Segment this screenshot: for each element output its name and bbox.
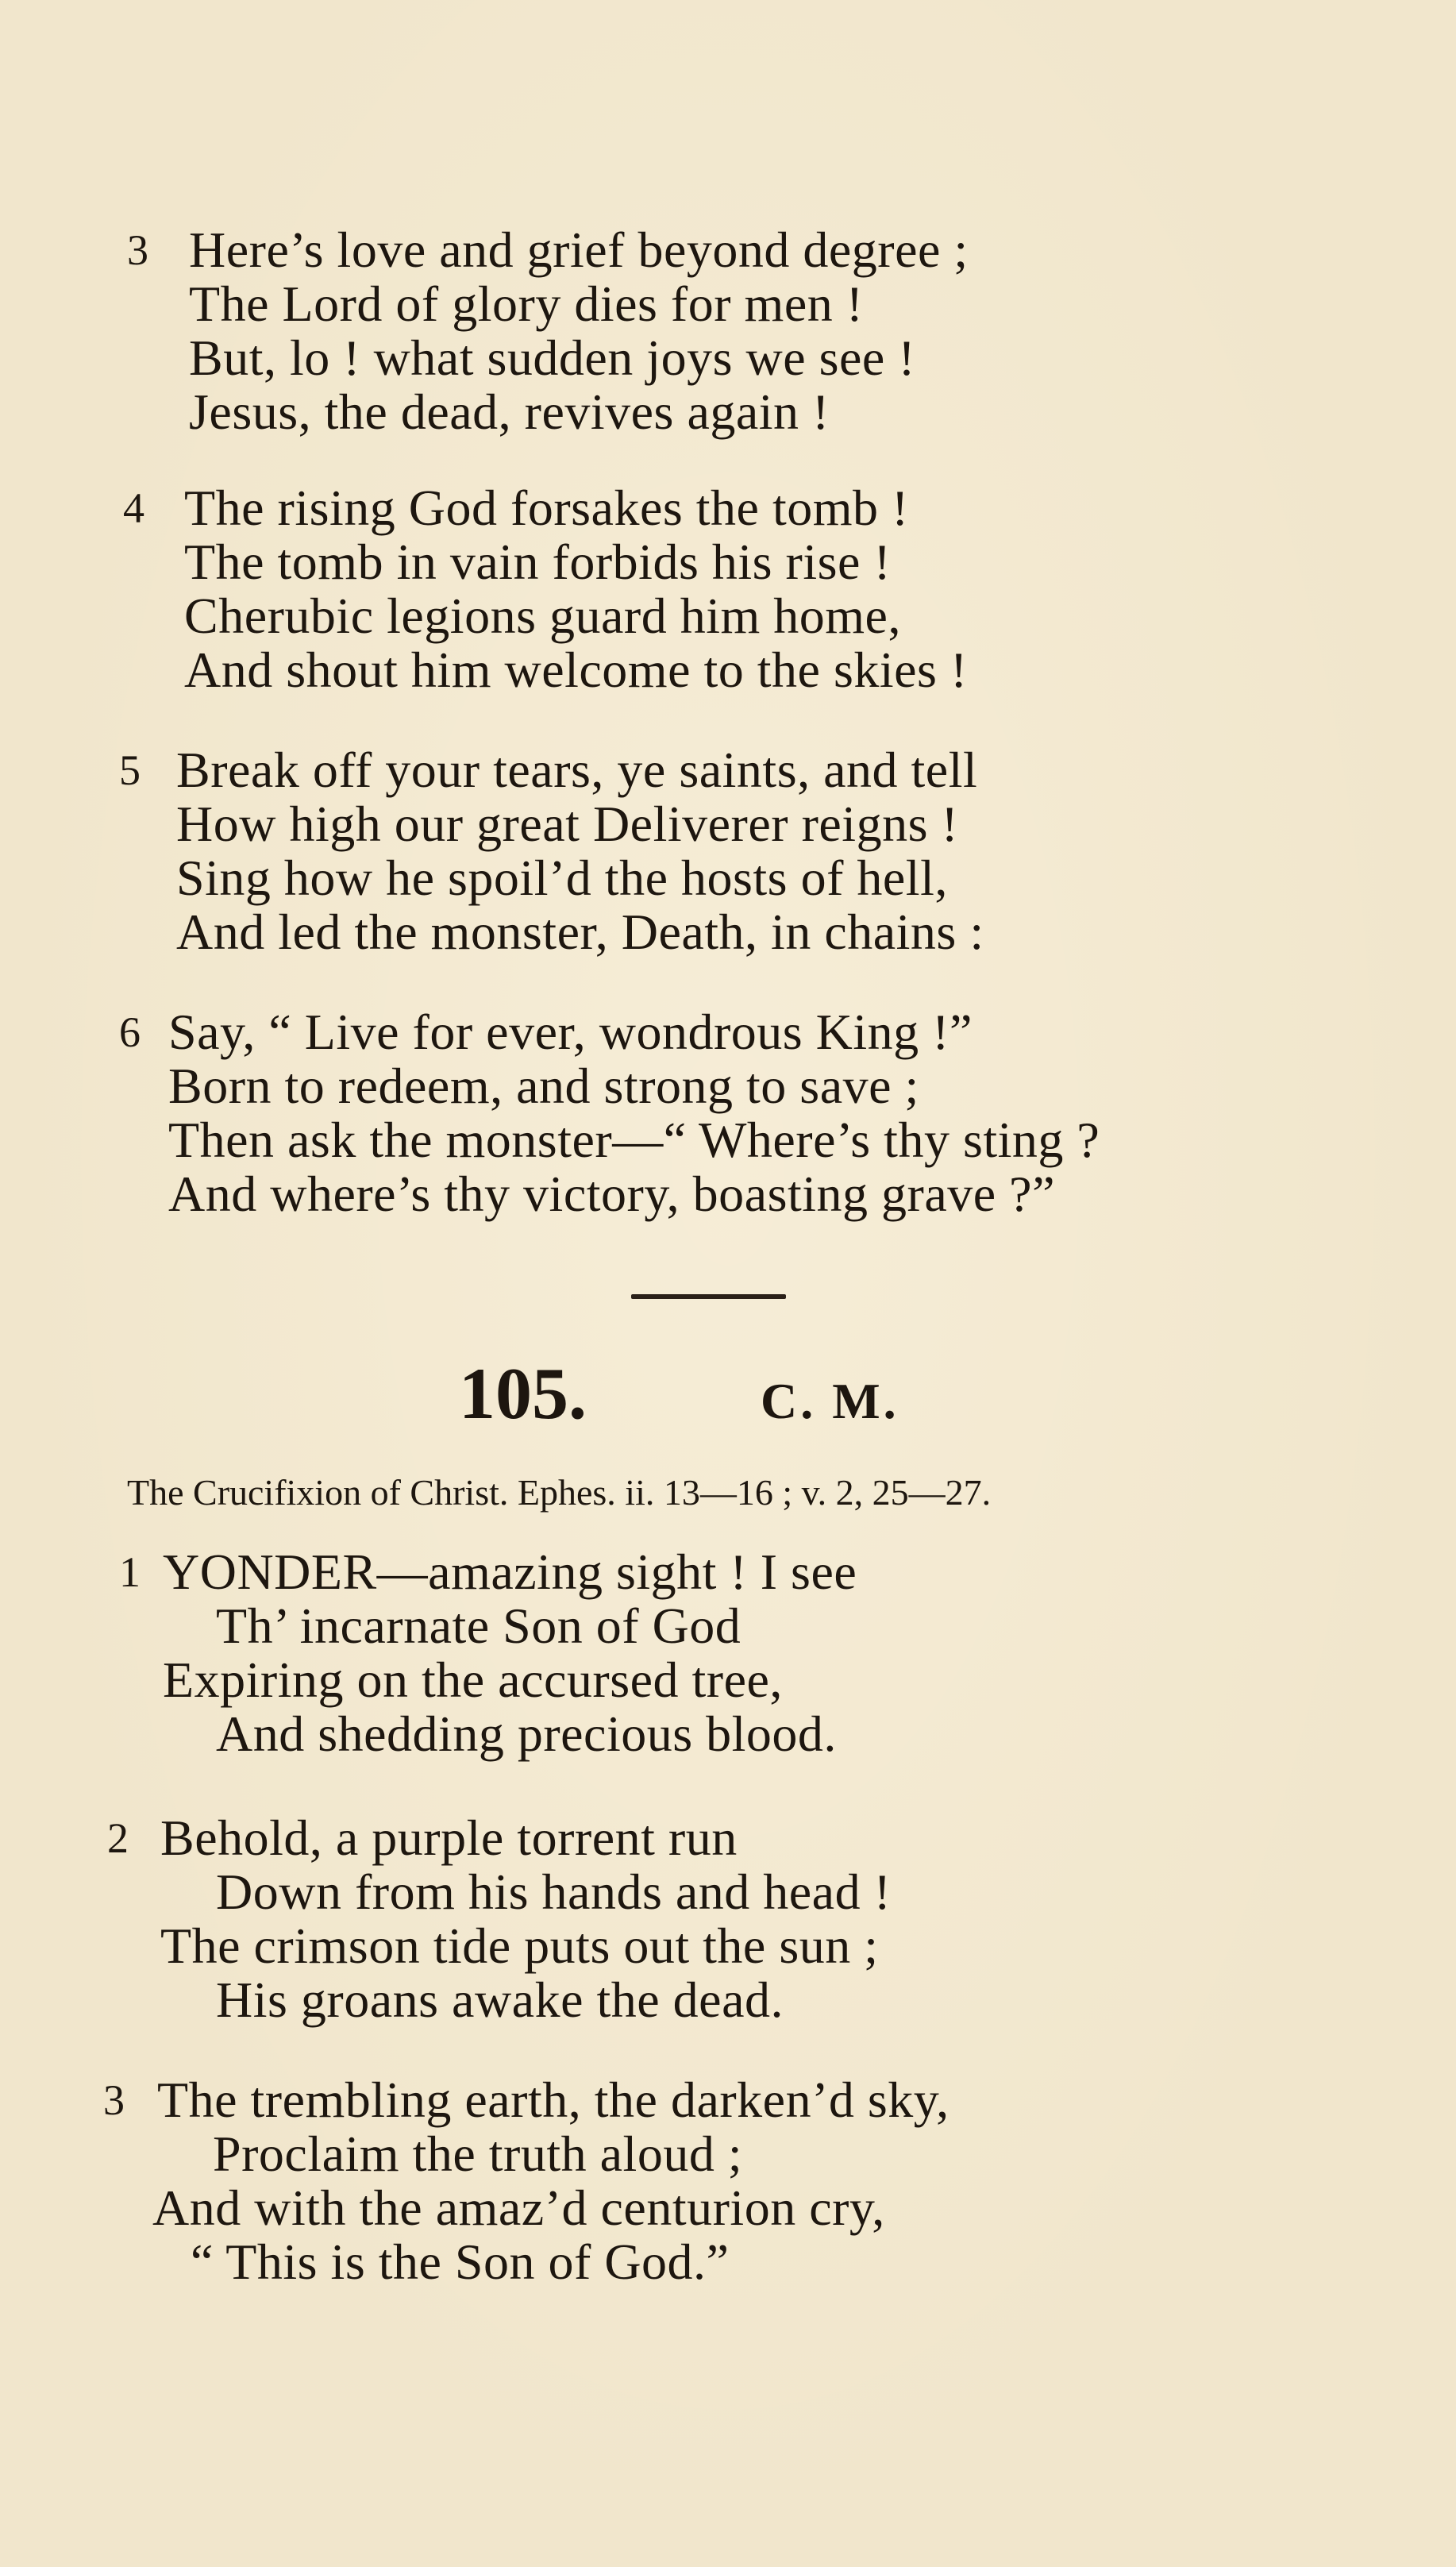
verse-line: And led the monster, Death, in chains : [176,904,984,960]
verse-line: But, lo ! what sudden joys we see ! [189,330,916,386]
verse-line: And with the amaz’d centurion cry, [152,2180,885,2236]
verse-line: His groans awake the dead. [216,1972,784,2028]
hymn-meter: C. M. [761,1373,899,1429]
verse-line: The tomb in vain forbids his rise ! [184,534,892,590]
hymn-number: 105. [459,1353,587,1434]
stanza-number: 4 [123,484,144,532]
verse-line: YONDER—amazing sight ! I see [163,1544,857,1600]
verse-line: And shout him welcome to the skies ! [184,642,968,698]
verse-line: Th’ incarnate Son of God [216,1598,741,1654]
verse-line: Expiring on the accursed tree, [163,1652,783,1708]
stanza-number: 1 [119,1548,141,1596]
hymn-subtitle: The Crucifixion of Christ. Ephes. ii. 13—16 ; v. 2, 25—27. [127,1472,992,1513]
verse-line: Here’s love and grief beyond degree ; [189,222,969,278]
verse-line: Jesus, the dead, revives again ! [189,384,830,440]
verse-line: How high our great Deliverer reigns ! [176,796,959,852]
stanza-number: 6 [119,1008,141,1056]
verse-line: The rising God forsakes the tomb ! [184,480,909,536]
verse-line: Behold, a purple torrent run [160,1810,738,1866]
verse-line: Proclaim the truth aloud ; [213,2126,743,2182]
verse-line: Born to redeem, and strong to save ; [168,1058,919,1114]
stanza-number: 2 [107,1814,129,1862]
verse-line: And where’s thy victory, boasting grave ?” [168,1166,1055,1222]
stanza-number: 3 [127,226,148,274]
verse-line: Cherubic legions guard him home, [184,588,901,644]
verse-line: Break off your tears, ye saints, and tell [176,742,978,798]
verse-line: Sing how he spoil’d the hosts of hell, [176,850,948,906]
verse-line: Say, “ Live for ever, wondrous King !” [168,1004,973,1060]
verse-line: The trembling earth, the darken’d sky, [157,2072,949,2128]
stanza-number: 5 [119,746,141,794]
stanza-number: 3 [103,2076,125,2124]
verse-line: Down from his hands and head ! [216,1864,892,1920]
verse-line: The crimson tide puts out the sun ; [160,1918,879,1974]
verse-line: And shedding precious blood. [216,1706,837,1762]
verse-line: Then ask the monster—“ Where’s thy sting ? [168,1112,1100,1168]
verse-line: “ This is the Son of God.” [191,2234,730,2290]
verse-line: The Lord of glory dies for men ! [189,276,864,332]
section-divider [631,1294,786,1299]
